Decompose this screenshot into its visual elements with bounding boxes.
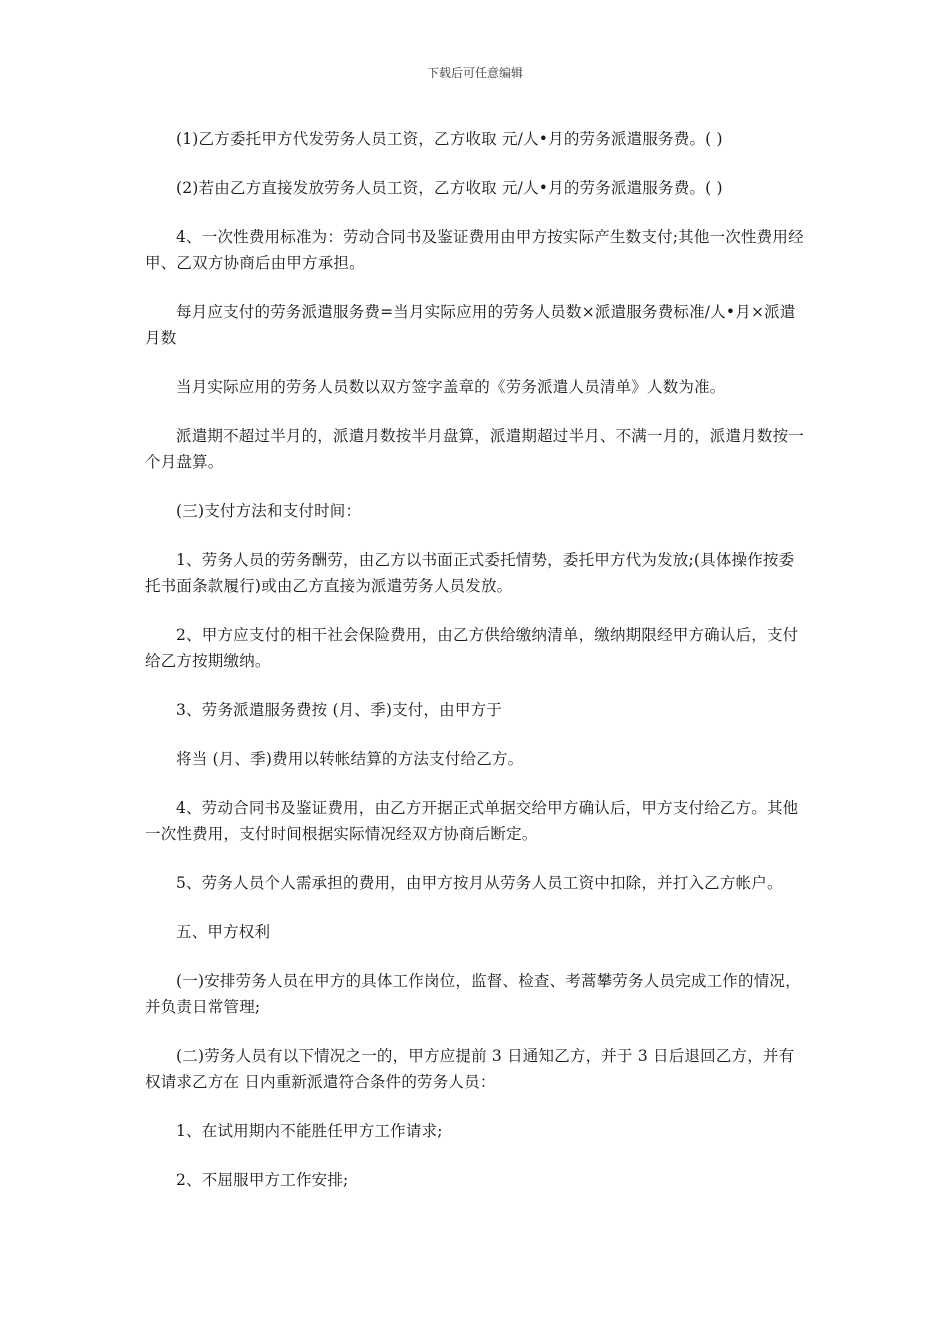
paragraph: (1)乙方委托甲方代发劳务人员工资，乙方收取 元/人•月的劳务派遣服务费。( ) [176,130,723,148]
paragraph: (二)劳务人员有以下情况之一的，甲方应提前 3 日通知乙方，并于 3 日后退回乙方，并有权请求乙方在 日内重新派遣符合条件的劳务人员： [145,1047,795,1091]
document-body [145,126,810,1216]
paragraph: 1、劳务人员的劳务酬劳，由乙方以书面正式委托情势，委托甲方代为发放;(具体操作按委托书面条款履行)或由乙方直接为派遣劳务人员发放。 [145,551,795,595]
paragraph: 4、一次性费用标准为：劳动合同书及鉴证费用由甲方按实际产生数支付;其他一次性费用经甲、乙双方协商后由甲方承担。 [145,228,804,272]
paragraph: 1、在试用期内不能胜任甲方工作请求; [176,1122,443,1140]
paragraph: 2、不屈服甲方工作安排; [176,1171,349,1189]
section-heading: (三)支付方法和支付时间： [176,502,362,520]
paragraph: (2)若由乙方直接发放劳务人员工资，乙方收取 元/人•月的劳务派遣服务费。( ) [176,179,723,197]
page-header-note: 下载后可任意编辑 [426,66,523,80]
paragraph: (一)安排劳务人员在甲方的具体工作岗位，监督、检查、考蒿攀劳务人员完成工作的情况，并负责日常管理; [145,972,801,1016]
paragraph: 当月实际应用的劳务人员数以双方签字盖章的《劳务派遣人员清单》人数为准。 [176,378,726,396]
paragraph: 将当 (月、季)费用以转帐结算的方法支付给乙方。 [176,750,524,768]
paragraph: 每月应支付的劳务派遣服务费=当月实际应用的劳务人员数×派遣服务费标准/人•月×派遣月数 [145,303,796,347]
paragraph: 3、劳务派遣服务费按 (月、季)支付，由甲方于 [176,701,502,719]
paragraph: 4、劳动合同书及鉴证费用，由乙方开据正式单据交给甲方确认后，甲方支付给乙方。其他一次性费用，支付时间根据实际情况经双方协商后断定。 [145,799,799,843]
paragraph: 5、劳务人员个人需承担的费用，由甲方按月从劳务人员工资中扣除，并打入乙方帐户。 [176,874,783,892]
paragraph: 派遣期不超过半月的，派遣月数按半月盘算，派遣期超过半月、不满一月的，派遣月数按一个月盘算。 [145,427,805,471]
paragraph: 2、甲方应支付的相干社会保险费用，由乙方供给缴纳清单，缴纳期限经甲方确认后，支付给乙方按期缴纳。 [145,626,799,670]
section-heading: 五、甲方权利 [176,923,271,941]
